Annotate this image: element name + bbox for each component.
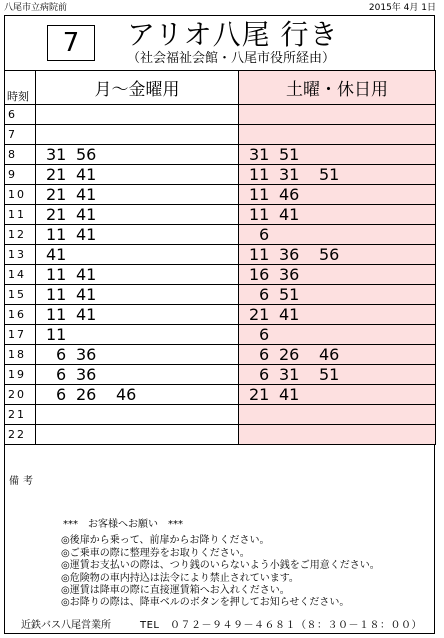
departure-minute: 6 <box>56 345 67 364</box>
departure-minute: 46 <box>319 345 340 364</box>
departure-minute: 46 <box>279 185 300 204</box>
passenger-notes <box>61 519 380 610</box>
table-row <box>5 285 436 305</box>
departure-minute: 41 <box>76 165 97 184</box>
departure-minute: 41 <box>76 185 97 204</box>
departure-minute: 11 <box>46 305 67 324</box>
weekday-minutes-cell <box>36 165 239 185</box>
timetable <box>4 70 436 445</box>
table-row <box>5 205 436 225</box>
table-row <box>5 345 436 365</box>
departure-minute: 41 <box>279 305 300 324</box>
departure-minute: 36 <box>76 365 97 384</box>
departure-minute: 46 <box>116 385 137 404</box>
departure-minute: 51 <box>279 285 300 304</box>
departure-minute: 21 <box>46 205 67 224</box>
departure-minute: 36 <box>76 345 97 364</box>
hour-cell: 16 <box>5 305 36 325</box>
table-row <box>5 105 436 125</box>
holiday-minutes-cell <box>239 185 436 205</box>
weekday-minutes-cell <box>36 125 239 145</box>
hour-header: 時刻 <box>5 71 36 105</box>
departure-minute: 6 <box>259 345 270 364</box>
table-row <box>5 385 436 405</box>
departure-minute: 36 <box>279 265 300 284</box>
departure-minute: 21 <box>46 185 67 204</box>
holiday-minutes-cell <box>239 225 436 245</box>
table-row <box>5 265 436 285</box>
departure-minute: 36 <box>279 245 300 264</box>
departure-minute: 26 <box>76 385 97 404</box>
hour-cell: 6 <box>5 105 36 125</box>
weekday-minutes-cell <box>36 105 239 125</box>
departure-minute: 41 <box>76 265 97 284</box>
hour-cell: 14 <box>5 265 36 285</box>
holiday-minutes-cell <box>239 345 436 365</box>
departure-minute: 11 <box>249 205 270 224</box>
holiday-minutes-cell <box>239 305 436 325</box>
note-item: ◎危険物の車内持込は法令により禁止されています。 <box>61 572 299 584</box>
departure-minute: 41 <box>76 225 97 244</box>
weekday-minutes-cell <box>36 385 239 405</box>
note-item: ◎お降りの際は、降車ベルのボタンを押してお知らせください。 <box>61 597 350 609</box>
table-row <box>5 305 436 325</box>
holiday-minutes-cell <box>239 405 436 425</box>
holiday-header: 土曜・休日用 <box>239 71 436 105</box>
hour-cell: 9 <box>5 165 36 185</box>
hour-cell: 8 <box>5 145 36 165</box>
departure-minute: 56 <box>319 245 340 264</box>
weekday-header: 月～金曜用 <box>36 71 239 105</box>
weekday-minutes-cell <box>36 145 239 165</box>
holiday-minutes-cell <box>239 245 436 265</box>
note-item: ◎後扉から乗って、前扉からお降りください。 <box>61 535 270 547</box>
table-row <box>5 185 436 205</box>
weekday-minutes-cell <box>36 185 239 205</box>
table-row <box>5 405 436 425</box>
weekday-minutes-cell <box>36 205 239 225</box>
hour-cell: 15 <box>5 285 36 305</box>
departure-minute: 41 <box>76 205 97 224</box>
bus-company: 近鉄バス八尾営業所 <box>21 620 111 631</box>
table-row <box>5 245 436 265</box>
departure-minute: 16 <box>249 265 270 284</box>
departure-minute: 26 <box>279 345 300 364</box>
note-item: ◎ご乗車の際に整理券をお取りください。 <box>61 547 250 559</box>
hour-cell: 7 <box>5 125 36 145</box>
departure-minute: 41 <box>76 305 97 324</box>
weekday-minutes-cell <box>36 225 239 245</box>
weekday-minutes-cell <box>36 285 239 305</box>
hour-cell: 21 <box>5 405 36 425</box>
weekday-minutes-cell <box>36 365 239 385</box>
departure-minute: 6 <box>56 385 67 404</box>
table-row <box>5 165 436 185</box>
weekday-minutes-cell <box>36 325 239 345</box>
holiday-minutes-cell <box>239 365 436 385</box>
departure-minute: 31 <box>249 145 270 164</box>
weekday-minutes-cell <box>36 425 239 445</box>
notes-title: *** お客様へお願い *** <box>63 519 183 530</box>
holiday-minutes-cell <box>239 385 436 405</box>
hour-cell: 11 <box>5 205 36 225</box>
departure-minute: 56 <box>76 145 97 164</box>
holiday-minutes-cell <box>239 425 436 445</box>
hour-cell: 18 <box>5 345 36 365</box>
table-row <box>5 325 436 345</box>
holiday-minutes-cell <box>239 145 436 165</box>
holiday-minutes-cell <box>239 105 436 125</box>
departure-minute: 41 <box>46 245 67 264</box>
departure-minute: 11 <box>249 245 270 264</box>
hour-cell: 17 <box>5 325 36 345</box>
departure-minute: 11 <box>46 265 67 284</box>
holiday-minutes-cell <box>239 205 436 225</box>
departure-minute: 11 <box>249 165 270 184</box>
departure-minute: 21 <box>249 385 270 404</box>
departure-minute: 6 <box>56 365 67 384</box>
departure-minute: 31 <box>46 145 67 164</box>
weekday-minutes-cell <box>36 305 239 325</box>
hour-cell: 12 <box>5 225 36 245</box>
departure-minute: 51 <box>279 145 300 164</box>
note-item: ◎運賃お支払いの際は、つり銭のいらないよう小銭をご用意ください。 <box>61 560 380 572</box>
timetable-body <box>5 105 436 445</box>
departure-minute: 6 <box>259 225 270 244</box>
departure-minute: 11 <box>249 185 270 204</box>
weekday-minutes-cell <box>36 345 239 365</box>
hour-cell: 22 <box>5 425 36 445</box>
destination-title: アリオ八尾 行き <box>127 18 339 51</box>
weekday-minutes-cell <box>36 265 239 285</box>
departure-minute: 41 <box>279 385 300 404</box>
remarks-label: 備考 <box>9 476 37 487</box>
phone-number: TEL ０７２－９４９－４６８１（８：３０－１８：００） <box>140 620 422 631</box>
departure-minute: 21 <box>46 165 67 184</box>
holiday-minutes-cell <box>239 325 436 345</box>
effective-date: 2015年 4月 1日 <box>368 3 436 13</box>
holiday-minutes-cell <box>239 265 436 285</box>
note-item: ◎運賃は降車の際に直接運賃箱へお入れください。 <box>61 585 290 597</box>
table-row <box>5 365 436 385</box>
departure-minute: 31 <box>279 365 300 384</box>
departure-minute: 11 <box>46 225 67 244</box>
departure-minute: 31 <box>279 165 300 184</box>
departure-minute: 41 <box>279 205 300 224</box>
departure-minute: 51 <box>319 165 340 184</box>
hour-cell: 13 <box>5 245 36 265</box>
departure-minute: 51 <box>319 365 340 384</box>
holiday-minutes-cell <box>239 125 436 145</box>
departure-minute: 6 <box>259 325 270 344</box>
departure-minute: 11 <box>46 285 67 304</box>
hour-cell: 19 <box>5 365 36 385</box>
table-row <box>5 425 436 445</box>
holiday-minutes-cell <box>239 285 436 305</box>
departure-minute: 41 <box>76 285 97 304</box>
table-row <box>5 225 436 245</box>
departure-minute: 6 <box>259 365 270 384</box>
departure-minute: 11 <box>46 325 67 344</box>
hour-cell: 20 <box>5 385 36 405</box>
holiday-minutes-cell <box>239 165 436 185</box>
departure-minute: 6 <box>259 285 270 304</box>
table-row <box>5 145 436 165</box>
via-note: （社会福祉会館・八尾市役所経由） <box>127 51 336 66</box>
weekday-minutes-cell <box>36 245 239 265</box>
table-row <box>5 125 436 145</box>
stop-name: 八尾市立病院前 <box>4 3 68 13</box>
hour-cell: 10 <box>5 185 36 205</box>
departure-minute: 21 <box>249 305 270 324</box>
route-number: 7 <box>47 25 95 61</box>
weekday-minutes-cell <box>36 405 239 425</box>
